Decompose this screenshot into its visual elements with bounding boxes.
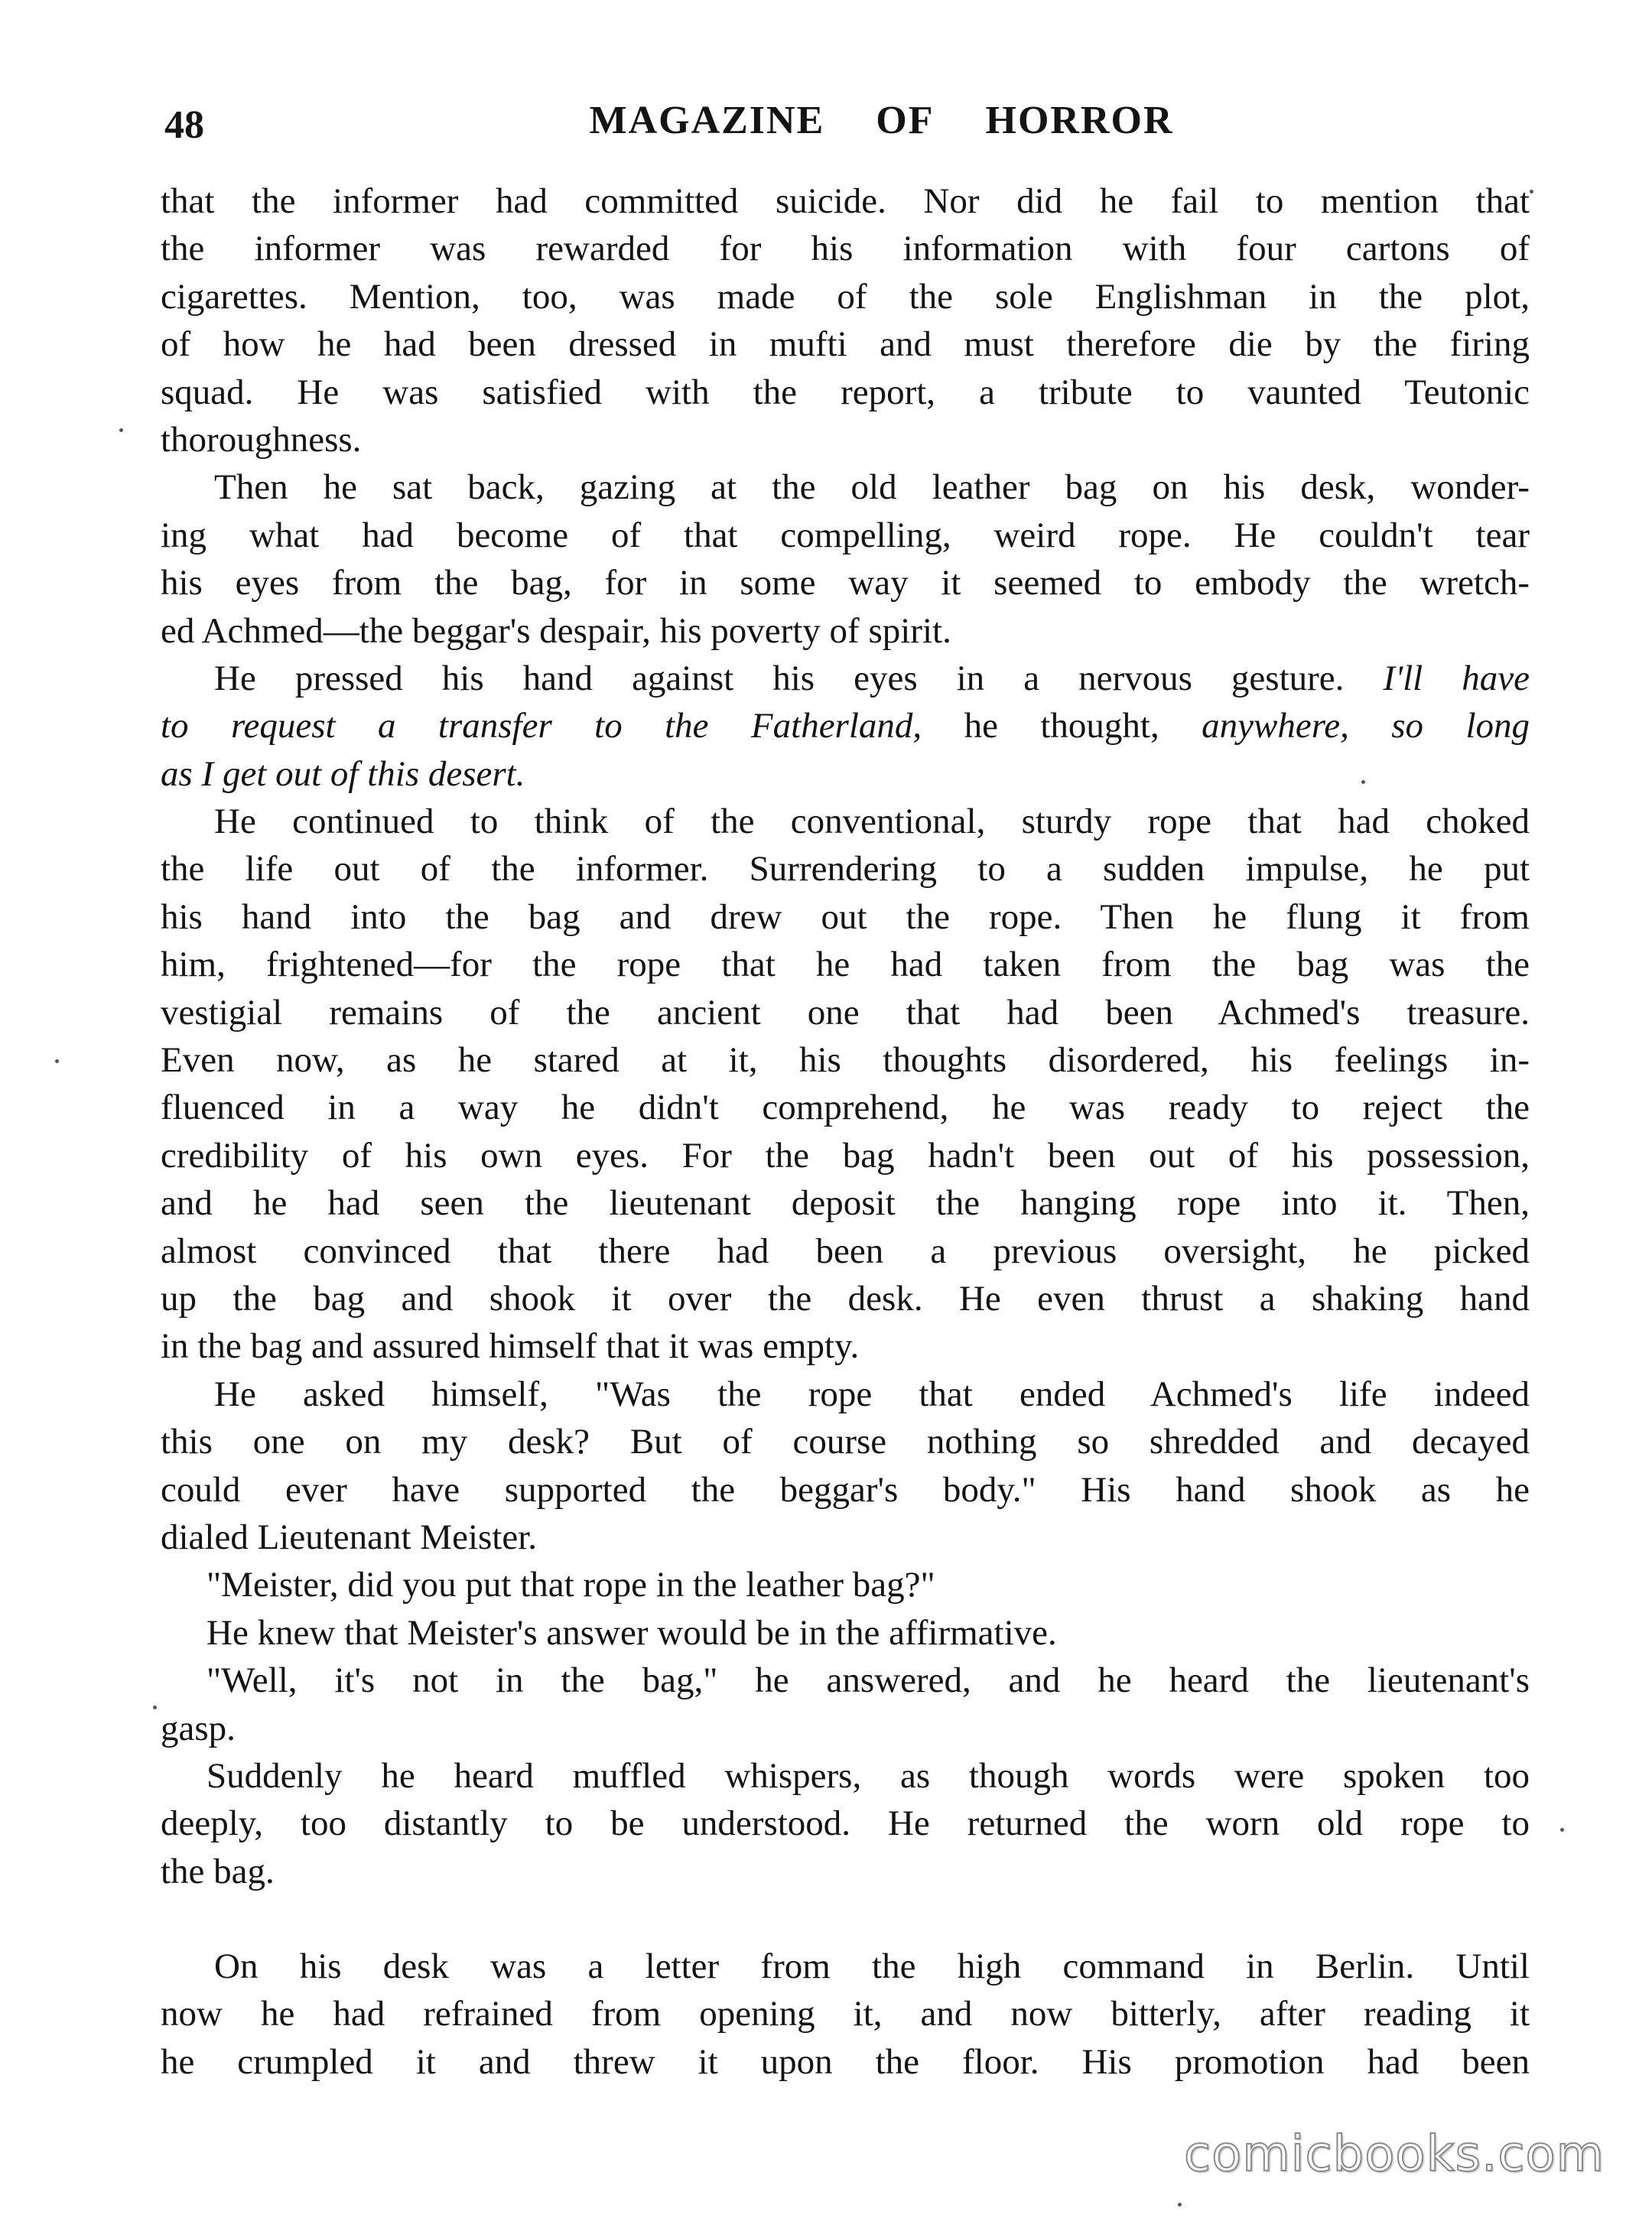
text-line: this one on my desk? But of course nothing so shredded and decayed [161,1422,1530,1462]
paragraph [161,177,1530,463]
story-body [161,177,1530,2086]
title-word: OF [876,99,935,142]
print-speck [55,1059,59,1063]
text-line: almost convinced that there had been a previous oversight, he picked [161,1231,1530,1271]
text-line: fluenced in a way he didn't comprehend, he was ready to reject the [161,1088,1530,1128]
text-line: his hand into the bag and drew out the rope. Then he flung it from [161,896,1530,937]
text-line: him, frightened—for the rope that he had taken from the bag was the [161,945,1530,985]
site-watermark: comicbooks.com [1183,2126,1605,2183]
text-line: could ever have supported the beggar's body." His hand shook as he [161,1469,1530,1510]
text-run: He pressed his hand against his eyes in a nervous gesture. [214,658,1384,698]
text-line: he crumpled it and threw it upon the floor. His promotion had been [161,2041,1530,2082]
paragraph [161,1561,1530,1608]
text-line: his eyes from the bag, for in some way it seemed to embody the wretch- [161,563,1530,603]
text-line [161,655,1530,702]
text-line [161,750,1530,798]
text-line: "Meister, did you put that rope in the leather bag?" [206,1565,935,1605]
page-number: 48 [164,103,204,147]
print-speck [1560,1828,1564,1832]
italic-run: I'll have [1383,658,1530,698]
paragraph [161,463,1530,655]
print-speck [153,1706,157,1709]
text-line: of how he had been dressed in mufti and must therefore die by the firing [161,324,1530,365]
print-speck [1530,190,1533,194]
paragraph [161,798,1530,1371]
text-line: He asked himself, "Was the rope that ended Achmed's life indeed [214,1374,1530,1414]
text-line: Suddenly he heard muffled whispers, as though words were spoken too [206,1755,1530,1796]
text-line: He continued to think of the conventional, sturdy rope that had choked [214,802,1530,842]
running-header [164,90,1530,159]
text-line: vestigial remains of the ancient one that had been Achmed's treasure. [161,992,1530,1033]
italic-run: anywhere, so long [1202,706,1530,746]
text-line: the life out of the informer. Surrendering to a sudden impulse, he put [161,849,1530,889]
text-run: he thought, [922,706,1202,746]
text-line: Even now, as he stared at it, his thoughts disordered, his feelings in- [161,1040,1530,1081]
paragraph [161,1609,1530,1657]
text-line: credibility of his own eyes. For the bag hadn't been out of his possession, [161,1135,1530,1176]
text-line: "Well, it's not in the bag," he answered, and he heard the lieutenant's [206,1660,1530,1701]
italic-run: as I get out of this desert. [161,753,525,794]
paragraph [161,1657,1530,1752]
text-line: gasp. [161,1708,236,1748]
text-line: the bag. [161,1851,275,1891]
text-line: dialed Lieutenant Meister. [161,1517,538,1557]
text-line: He knew that Meister's answer would be in the affirmative. [206,1612,1057,1653]
paragraph [161,655,1530,798]
text-line: Then he sat back, gazing at the old leather bag on his desk, wonder- [214,467,1530,508]
text-line: that the informer had committed suicide. Nor did he fail to mention that [161,181,1530,221]
text-line: the informer was rewarded for his information with four cartons of [161,229,1530,269]
paragraph [161,1943,1530,2086]
text-line: and he had seen the lieutenant deposit the hanging rope into it. Then, [161,1183,1530,1224]
text-line: On his desk was a letter from the high command in Berlin. Until [214,1946,1530,1987]
paragraph [161,1371,1530,1562]
text-line: thoroughness. [161,419,362,460]
paragraph [161,1752,1530,1895]
text-line: deeply, too distantly to be understood. He returned the worn old rope to [161,1803,1530,1844]
text-line: ed Achmed—the beggar's despair, his poverty of spirit. [161,610,951,651]
text-line: ing what had become of that compelling, weird rope. He couldn't tear [161,515,1530,555]
text-line: squad. He was satisfied with the report, a tribute to vaunted Teutonic [161,372,1530,412]
title-word: MAGAZINE [589,99,825,142]
section-break [161,1895,1530,1943]
print-speck [119,428,123,432]
italic-run: to request a transfer to the Fatherland, [161,706,922,746]
print-speck [1361,780,1365,784]
text-line [161,702,1530,750]
running-title [164,98,1530,144]
title-word: HORROR [985,99,1174,142]
print-speck [1178,2203,1182,2207]
text-line: up the bag and shook it over the desk. He even thrust a shaking hand [161,1278,1530,1319]
text-line: in the bag and assured himself that it was empty. [161,1326,860,1367]
text-line: cigarettes. Mention, too, was made of the sole Englishman in the plot, [161,276,1530,317]
text-line: now he had refrained from opening it, and now bitterly, after reading it [161,1994,1530,2034]
